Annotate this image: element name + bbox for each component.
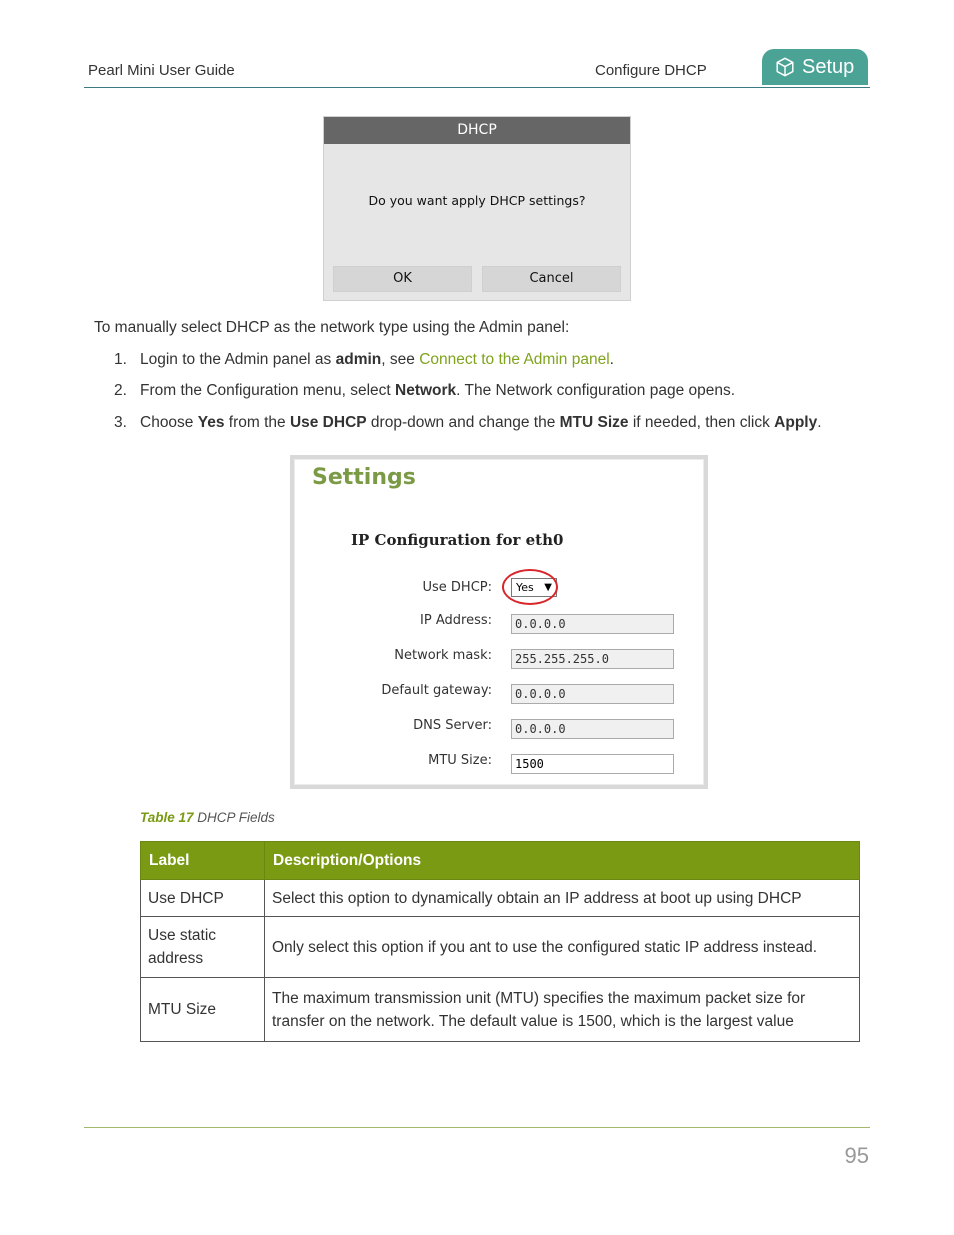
step-text: . The Network configuration page opens.: [456, 382, 736, 399]
ip-config-heading: IP Configuration for eth0: [351, 531, 564, 549]
step-text: Login to the Admin panel as: [140, 351, 336, 368]
mtu-size-input[interactable]: 1500: [511, 754, 674, 774]
table-cell-label: Use static address: [141, 917, 265, 978]
dhcp-dialog: [323, 116, 631, 301]
table-header-row: [141, 842, 860, 880]
settings-title: Settings: [312, 465, 416, 490]
step-text: From the Configuration menu, select: [140, 382, 396, 399]
step-emphasis: MTU Size: [559, 414, 629, 431]
cancel-button[interactable]: Cancel: [482, 266, 621, 292]
dns-server-input[interactable]: 0.0.0.0: [511, 719, 674, 739]
table-cell-description: The maximum transmission unit (MTU) specifies the maximum packet size for transfer on the network. The default value is 1500, which is the largest value: [265, 978, 860, 1042]
step-emphasis: Yes: [197, 414, 225, 431]
page-number: 95: [844, 1143, 869, 1168]
use-dhcp-value: Yes: [516, 581, 534, 594]
intro-paragraph: To manually select DHCP as the network type using the Admin panel:: [94, 319, 570, 336]
connect-admin-panel-link[interactable]: Connect to the Admin panel: [419, 351, 610, 368]
settings-screenshot: [290, 455, 708, 789]
mtu-size-label: MTU Size:: [428, 753, 492, 768]
table-caption-label: Table 17: [140, 810, 194, 825]
table-header-description: Description/Options: [265, 842, 860, 880]
header-guide-title: Pearl Mini User Guide: [88, 62, 235, 79]
setup-tab-label: Setup: [802, 55, 855, 78]
ok-button[interactable]: OK: [333, 266, 472, 292]
step-number: 2.: [114, 382, 127, 399]
setup-tab: [762, 49, 868, 85]
dhcp-dialog-title: DHCP: [324, 117, 630, 144]
step-number: 1.: [114, 351, 127, 368]
dropdown-arrow-icon: ▼: [544, 582, 552, 593]
step-text: .: [817, 414, 822, 431]
step-text: drop-down and change the: [366, 414, 560, 431]
dhcp-fields-table: [140, 841, 860, 1042]
step-text: Choose: [140, 414, 198, 431]
step-number: 3.: [114, 414, 127, 431]
table-caption-text: DHCP Fields: [197, 810, 275, 825]
header-divider: [84, 87, 870, 88]
dns-server-label: DNS Server:: [413, 718, 492, 733]
dhcp-dialog-message: Do you want apply DHCP settings?: [368, 193, 586, 208]
step-text: if needed, then click: [628, 414, 775, 431]
step-emphasis: Use DHCP: [289, 414, 367, 431]
table-caption: [140, 810, 275, 825]
network-mask-label: Network mask:: [394, 648, 492, 663]
table-cell-description: Select this option to dynamically obtain an IP address at boot up using DHCP: [265, 880, 860, 917]
table-row: [141, 978, 860, 1042]
step-emphasis: admin: [335, 351, 382, 368]
table-row: [141, 917, 860, 978]
footer-divider: [84, 1127, 870, 1128]
step-text: , see: [381, 351, 420, 368]
table-cell-description: Only select this option if you ant to use the configured static IP address instead.: [265, 917, 860, 978]
default-gateway-input[interactable]: 0.0.0.0: [511, 684, 674, 704]
cube-icon: [774, 56, 796, 78]
table-row: [141, 880, 860, 917]
table-cell-label: Use DHCP: [141, 880, 265, 917]
step-text: from the: [224, 414, 290, 431]
ip-address-input[interactable]: 0.0.0.0: [511, 614, 674, 634]
step-text: .: [609, 351, 614, 368]
header-section-title: Configure DHCP: [595, 62, 707, 79]
ip-address-label: IP Address:: [420, 613, 492, 628]
step-emphasis: Network: [395, 382, 457, 399]
network-mask-input[interactable]: 255.255.255.0: [511, 649, 674, 669]
default-gateway-label: Default gateway:: [381, 683, 492, 698]
table-header-label: Label: [141, 842, 265, 880]
use-dhcp-label: Use DHCP:: [422, 580, 492, 595]
highlight-circle: [502, 569, 558, 605]
table-cell-label: MTU Size: [141, 978, 265, 1042]
step-emphasis: Apply: [774, 414, 818, 431]
